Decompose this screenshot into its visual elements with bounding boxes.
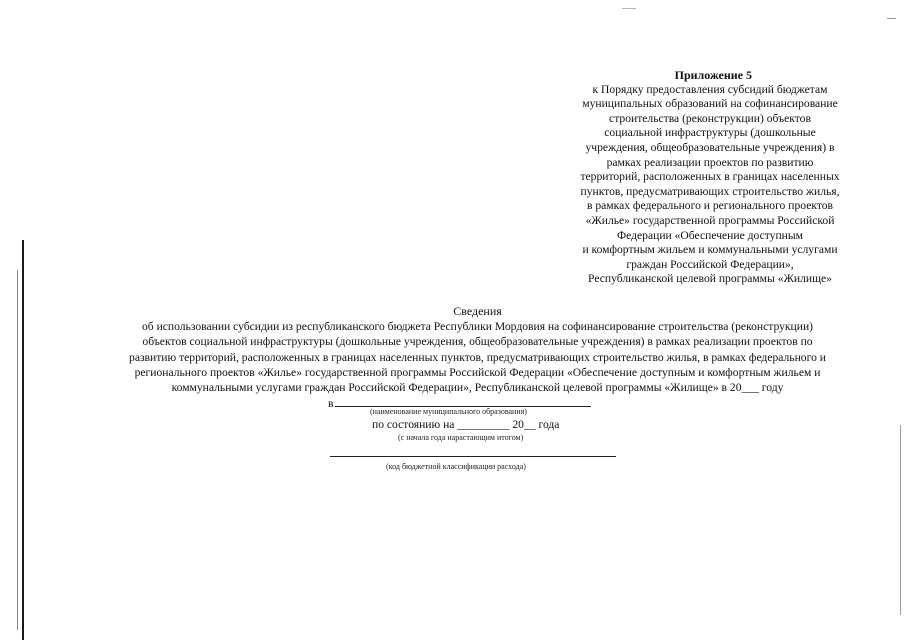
scan-edge-left — [22, 240, 24, 640]
scan-artifact — [887, 18, 896, 19]
appendix-line: Республиканской целевой программы «Жилище» — [588, 272, 832, 286]
appendix-line: пунктов, предусматривающих строительство жилья, — [580, 184, 840, 198]
appendix-line: учреждения, общеобразовательные учреждения) в — [585, 140, 835, 154]
appendix-line: социальной инфраструктуры (дошкольные — [604, 126, 816, 140]
municipality-blank-line — [335, 395, 591, 407]
info-block — [80, 304, 875, 395]
appendix-line: и комфортным жильем и коммунальными услугами — [582, 243, 838, 257]
appendix-block — [540, 68, 880, 287]
info-line: регионального проектов «Жилье» государственной программы Российской Федерации «Обеспечение доступным и комфортным жильем и — [134, 365, 821, 379]
appendix-line: территорий, расположенных в границах населенных — [580, 170, 840, 184]
info-line: коммунальными услугами граждан Российской Федерации», Республиканской целевой программы «Жилище» в 20___ году — [171, 381, 784, 395]
info-title: Сведения — [453, 304, 502, 318]
appendix-line: муниципальных образований на софинансирование — [582, 97, 838, 111]
as-of-caption: (с начала года нарастающим итогом) — [398, 433, 524, 442]
appendix-line: «Жилье» государственной программы Российской — [585, 213, 835, 227]
budget-code-blank-line — [330, 456, 616, 457]
scan-artifact — [622, 8, 636, 9]
budget-code-caption: (код бюджетной классификации расхода) — [386, 462, 526, 471]
municipality-caption: (наименование муниципального образования) — [370, 407, 527, 416]
appendix-line: строительства (реконструкции) объектов — [609, 111, 811, 125]
in-prefix: в — [328, 397, 334, 410]
as-of-date-row: по состоянию на _________ 20__ года — [372, 418, 560, 431]
appendix-line: к Порядку предоставления субсидий бюджетам — [592, 82, 828, 96]
appendix-line: граждан Российской Федерации», — [626, 257, 794, 271]
appendix-line: рамках реализации проектов по развитию — [606, 155, 814, 169]
info-line: объектов социальной инфраструктуры (дошкольные учреждения, общеобразовательные учреждения) в рамках реализации проектов по — [142, 335, 813, 349]
scan-edge-left-faint — [17, 270, 18, 630]
info-line: об использовании субсидии из республиканского бюджета Республики Мордовия на софинансирование строительства (реконструкции) — [141, 320, 814, 334]
appendix-title: Приложение 5 — [674, 68, 752, 82]
appendix-line: Федерации «Обеспечение доступным — [616, 228, 803, 242]
scan-edge-right — [900, 425, 901, 615]
appendix-line: в рамках федерального и регионального проектов — [586, 199, 834, 213]
info-line: развитию территорий, расположенных в границах населенных пунктов, предусматривающих строительство жилья, в рамках федерального и — [129, 350, 826, 364]
